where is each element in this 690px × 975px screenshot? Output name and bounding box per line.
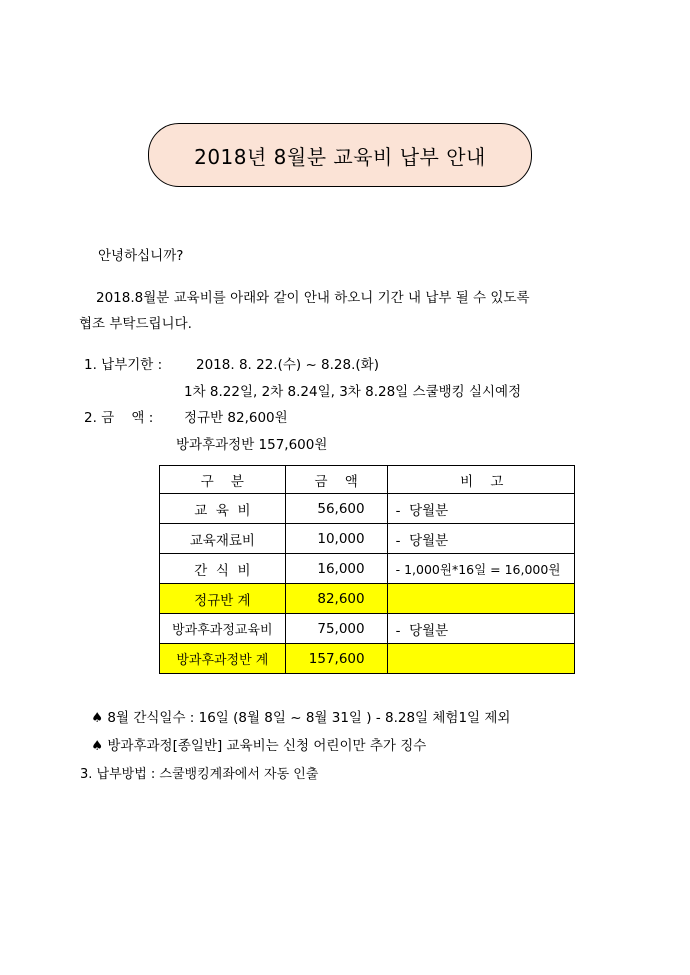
row-note bbox=[387, 644, 574, 674]
table-row-subtotal bbox=[160, 584, 575, 614]
row-note: - 당월분 bbox=[387, 614, 574, 644]
intro-line-1: 2018.8월분 교육비를 아래와 같이 안내 하오니 기간 내 납부 될 수 있도록 bbox=[96, 290, 530, 306]
header-category: 구 분 bbox=[160, 466, 286, 494]
row-note bbox=[387, 584, 574, 614]
amount-label: 2. 금 액 : bbox=[84, 410, 154, 426]
header-note: 비 고 bbox=[387, 466, 574, 494]
row-amount: 10,000 bbox=[285, 524, 387, 554]
row-name: 간 식 비 bbox=[160, 554, 286, 584]
amount-afterschool: 방과후과정반 157,600원 bbox=[176, 437, 328, 453]
fee-table bbox=[159, 465, 575, 674]
table-row bbox=[160, 524, 575, 554]
row-name: 방과후과정교육비 bbox=[160, 614, 286, 644]
payment-method: 3. 납부방법 : 스쿨뱅킹계좌에서 자동 인출 bbox=[80, 767, 319, 782]
due-date-value: 2018. 8. 22.(수) ~ 8.28.(화) bbox=[196, 357, 379, 373]
row-amount: 16,000 bbox=[285, 554, 387, 584]
due-date-label: 1. 납부기한 : bbox=[84, 357, 163, 373]
due-date-detail: 1차 8.22일, 2차 8.24일, 3차 8.28일 스쿨뱅킹 실시예정 bbox=[184, 384, 522, 400]
row-name: 교 육 비 bbox=[160, 494, 286, 524]
note-afterschool: ♠ 방과후과정[종일반] 교육비는 신청 어린이만 추가 징수 bbox=[91, 738, 427, 754]
amount-regular: 정규반 82,600원 bbox=[184, 410, 288, 426]
row-name: 정규반 계 bbox=[160, 584, 286, 614]
row-amount: 157,600 bbox=[285, 644, 387, 674]
table-header-row bbox=[160, 466, 575, 494]
row-note: - 1,000원*16일 = 16,000원 bbox=[387, 554, 574, 584]
row-amount: 82,600 bbox=[285, 584, 387, 614]
row-name: 교육재료비 bbox=[160, 524, 286, 554]
table-row-total bbox=[160, 644, 575, 674]
table-row bbox=[160, 614, 575, 644]
row-note: - 당월분 bbox=[387, 494, 574, 524]
table-row bbox=[160, 494, 575, 524]
intro-line-2: 협조 부탁드립니다. bbox=[79, 316, 192, 332]
greeting: 안녕하십니까? bbox=[98, 248, 184, 264]
header-amount: 금 액 bbox=[285, 466, 387, 494]
row-amount: 56,600 bbox=[285, 494, 387, 524]
row-note: - 당월분 bbox=[387, 524, 574, 554]
row-name: 방과후과정반 계 bbox=[160, 644, 286, 674]
note-snack-days: ♠ 8월 간식일수 : 16일 (8월 8일 ~ 8월 31일 ) - 8.28일 체험1일 제외 bbox=[91, 710, 511, 726]
table-row bbox=[160, 554, 575, 584]
row-amount: 75,000 bbox=[285, 614, 387, 644]
document-title: 2018년 8월분 교육비 납부 안내 bbox=[148, 123, 532, 187]
